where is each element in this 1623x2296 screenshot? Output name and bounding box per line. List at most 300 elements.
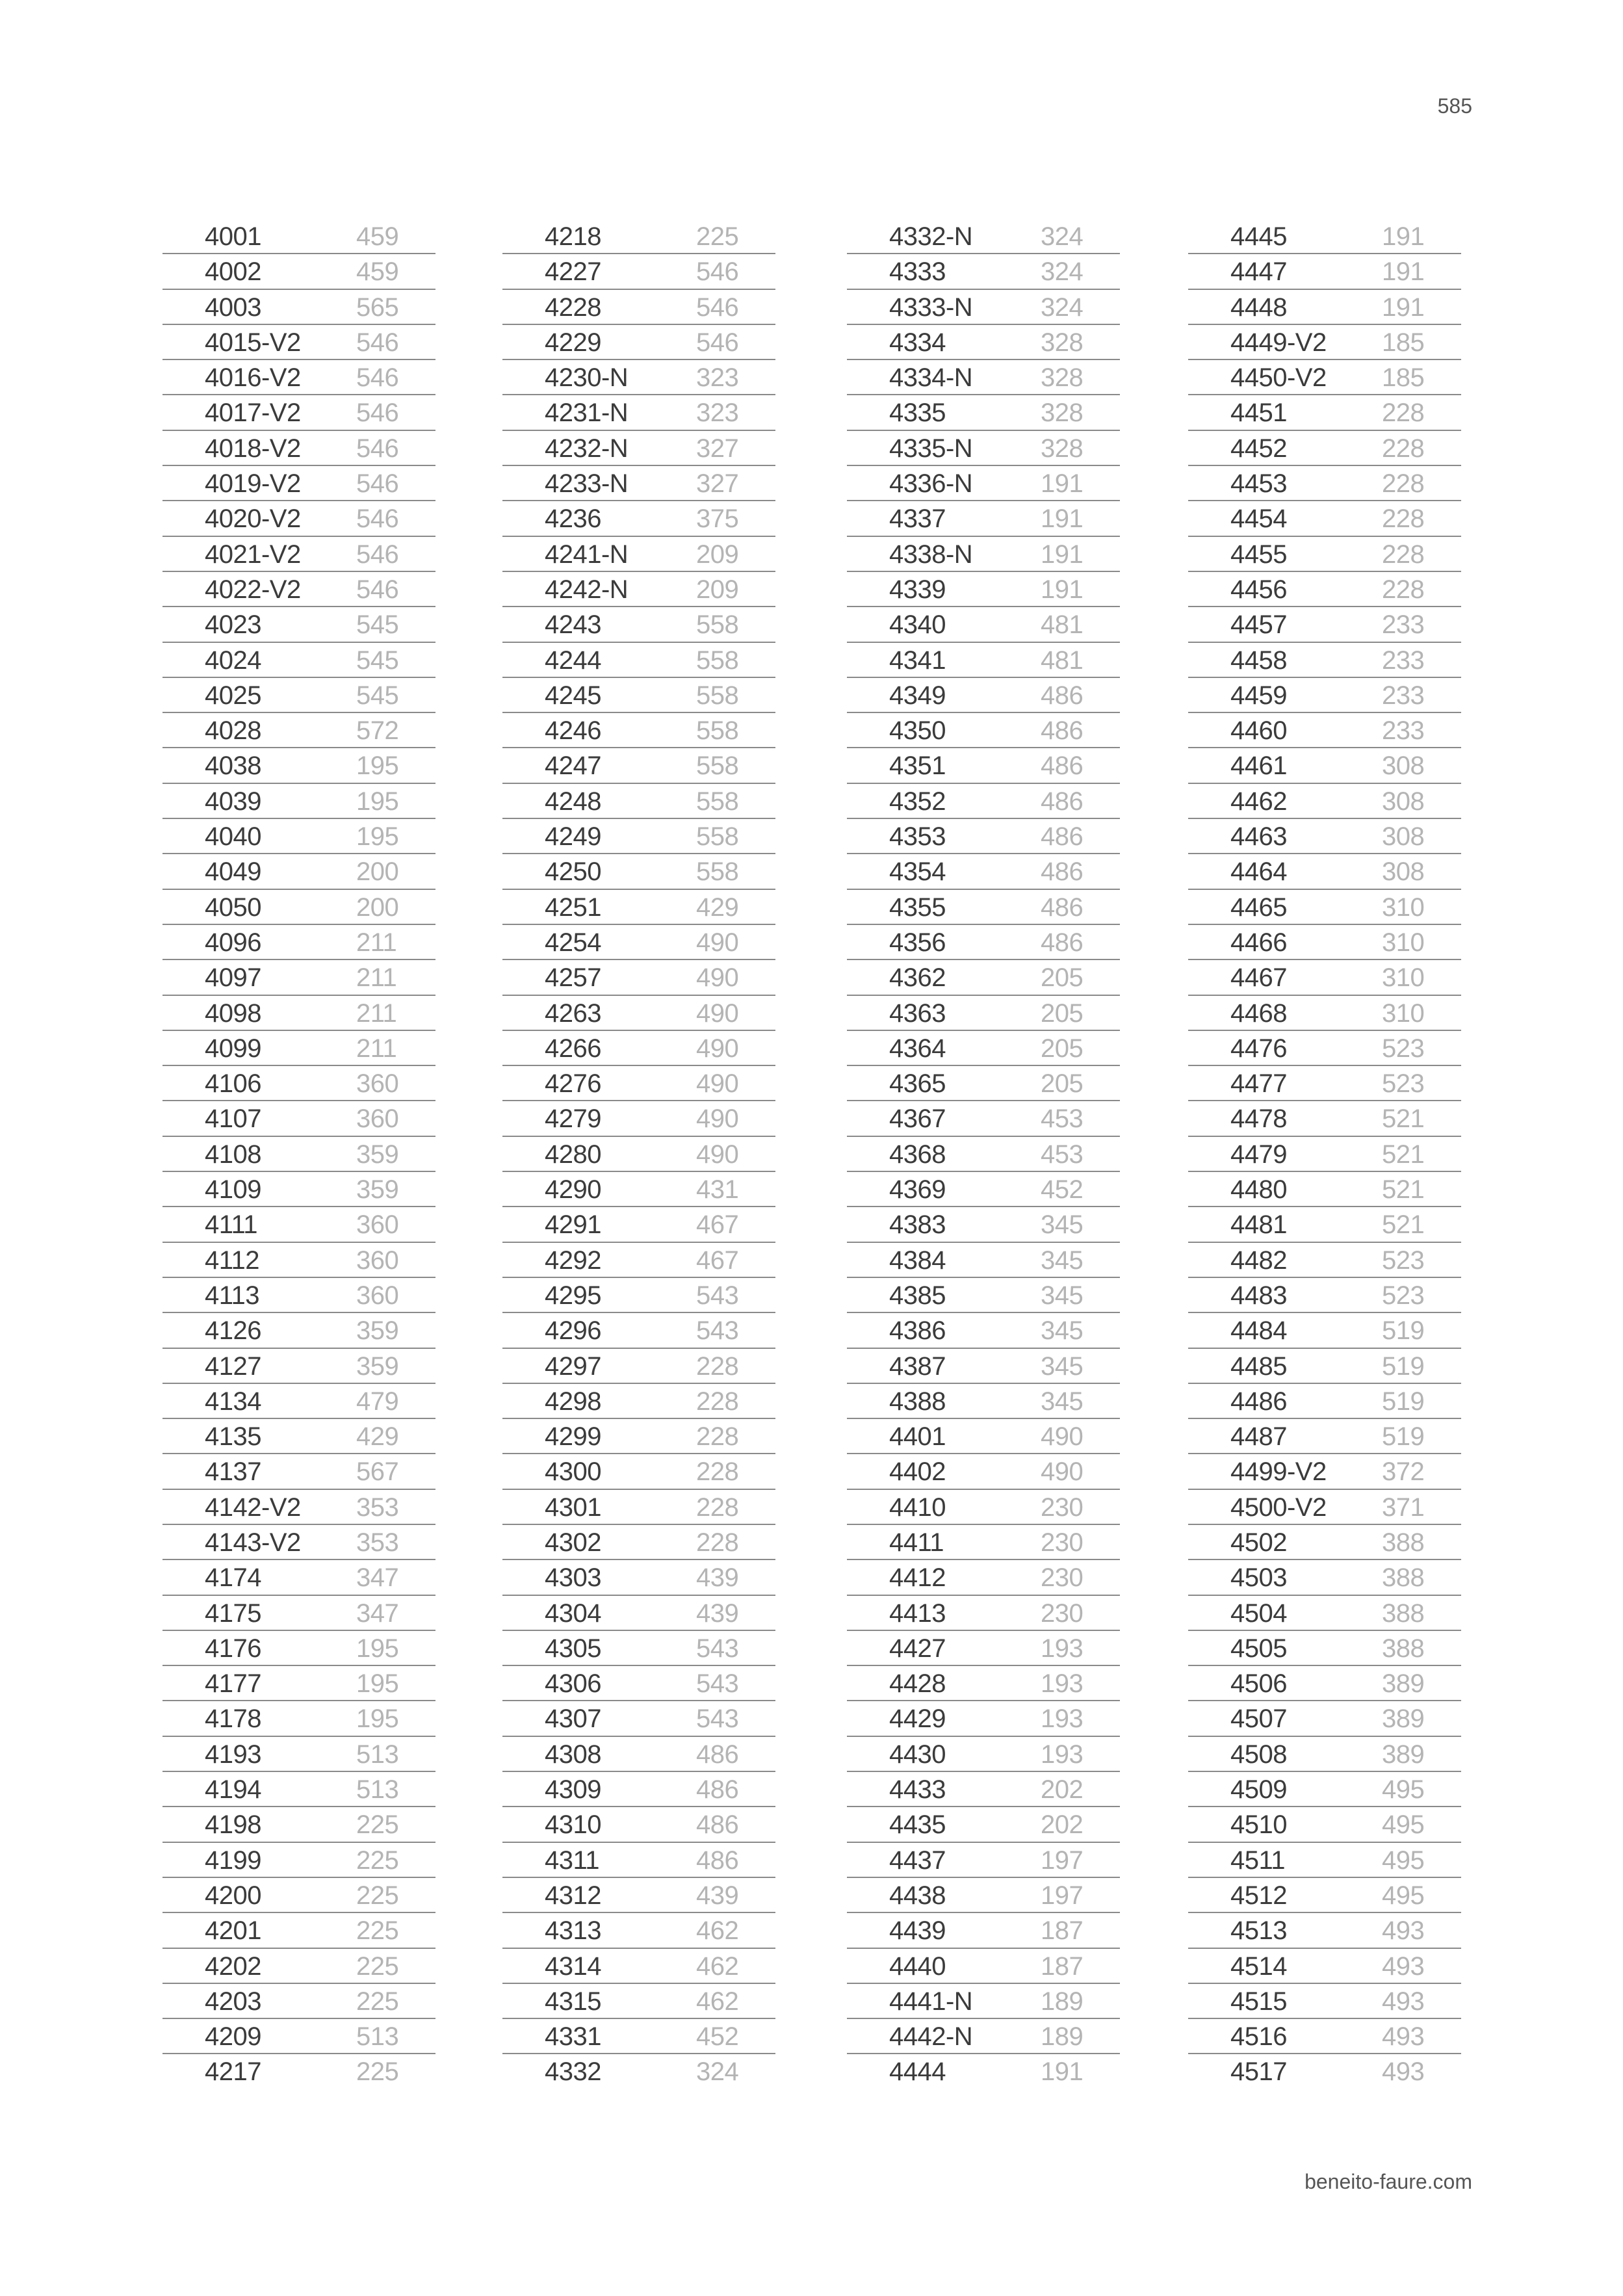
page-reference: 513 (356, 2022, 399, 2052)
page-reference: 545 (356, 681, 399, 710)
index-row (162, 925, 435, 960)
page-reference: 431 (696, 1175, 739, 1205)
product-code: 4511 (1230, 1846, 1286, 1875)
page-reference: 459 (356, 222, 399, 251)
product-code: 4022-V2 (205, 575, 301, 604)
product-code: 4199 (205, 1846, 261, 1875)
product-code: 4039 (205, 787, 261, 816)
index-row (162, 643, 435, 678)
index-row (162, 1384, 435, 1419)
index-row (847, 1207, 1120, 1242)
product-code: 4412 (889, 1563, 946, 1593)
page-reference: 546 (696, 257, 739, 287)
product-code: 4468 (1230, 998, 1287, 1028)
index-row (1188, 290, 1461, 325)
index-row (1188, 1419, 1461, 1454)
index-row (162, 1913, 435, 1948)
product-code: 4297 (545, 1351, 601, 1381)
page-reference: 328 (1041, 363, 1084, 393)
index-row (502, 607, 775, 642)
page-reference: 371 (1382, 1493, 1425, 1522)
product-code: 4507 (1230, 1704, 1287, 1734)
page-reference: 345 (1041, 1246, 1084, 1275)
index-row (502, 819, 775, 854)
index-row (847, 996, 1120, 1031)
product-code: 4464 (1230, 857, 1287, 887)
index-row (847, 1137, 1120, 1172)
product-code: 4481 (1230, 1210, 1287, 1240)
page-reference: 233 (1382, 716, 1425, 746)
product-code: 4193 (205, 1740, 261, 1769)
index-row (847, 890, 1120, 925)
page-reference: 202 (1041, 1775, 1084, 1805)
index-row (502, 1807, 775, 1842)
product-code: 4512 (1230, 1881, 1287, 1910)
product-code: 4411 (889, 1528, 944, 1557)
product-code: 4018-V2 (205, 434, 301, 463)
index-row (502, 1913, 775, 1948)
product-code: 4517 (1230, 2057, 1287, 2087)
page-reference: 558 (696, 822, 739, 852)
index-row (162, 996, 435, 1031)
index-row (1188, 1666, 1461, 1701)
product-code: 4461 (1230, 751, 1287, 781)
product-code: 4455 (1230, 540, 1287, 569)
index-row (1188, 713, 1461, 748)
product-code: 4439 (889, 1916, 946, 1946)
page-reference: 191 (1041, 540, 1084, 569)
product-code: 4508 (1230, 1740, 1287, 1769)
index-row (162, 431, 435, 466)
page-reference: 521 (1382, 1140, 1425, 1169)
product-code: 4351 (889, 751, 946, 781)
index-row (847, 784, 1120, 819)
product-code: 4463 (1230, 822, 1287, 852)
index-row (502, 1631, 775, 1666)
page-reference: 209 (696, 575, 739, 604)
page-reference: 490 (696, 1104, 739, 1134)
index-row (502, 1313, 775, 1348)
product-code: 4254 (545, 928, 601, 957)
page-reference: 486 (696, 1740, 739, 1769)
index-row (847, 1913, 1120, 1948)
page-reference: 359 (356, 1316, 399, 1346)
page-reference: 228 (1382, 398, 1425, 428)
product-code: 4229 (545, 328, 601, 357)
product-code: 4459 (1230, 681, 1287, 710)
product-code: 4038 (205, 751, 261, 781)
index-row (1188, 1701, 1461, 1736)
index-row (162, 1807, 435, 1842)
product-code: 4020-V2 (205, 504, 301, 534)
page-reference: 462 (696, 1951, 739, 1981)
page-reference: 495 (1382, 1775, 1425, 1805)
page-reference: 359 (356, 1140, 399, 1169)
index-row (1188, 431, 1461, 466)
product-code: 4355 (889, 893, 946, 922)
product-code: 4335 (889, 398, 946, 428)
page-reference: 546 (356, 540, 399, 569)
product-code: 4350 (889, 716, 946, 746)
product-code: 4276 (545, 1069, 601, 1099)
index-row (162, 360, 435, 395)
index-row (1188, 1984, 1461, 2019)
page-reference: 228 (1382, 469, 1425, 499)
page-reference: 193 (1041, 1634, 1084, 1663)
product-code: 4109 (205, 1175, 261, 1205)
product-code: 4107 (205, 1104, 261, 1134)
page-reference: 187 (1041, 1916, 1084, 1946)
product-code: 4340 (889, 610, 946, 640)
product-code: 4310 (545, 1810, 601, 1840)
page-reference: 205 (1041, 1034, 1084, 1063)
index-row (847, 678, 1120, 713)
page-reference: 388 (1382, 1528, 1425, 1557)
page-reference: 493 (1382, 2057, 1425, 2087)
product-code: 4427 (889, 1634, 946, 1663)
index-row (502, 1984, 775, 2019)
page-reference: 353 (356, 1493, 399, 1522)
page-reference: 324 (1041, 293, 1084, 322)
page-reference: 205 (1041, 998, 1084, 1028)
page-reference: 202 (1041, 1810, 1084, 1840)
index-row (847, 1560, 1120, 1595)
product-code: 4135 (205, 1422, 261, 1452)
index-row (162, 1313, 435, 1348)
product-code: 4339 (889, 575, 946, 604)
index-row (162, 1137, 435, 1172)
index-row (502, 1419, 775, 1454)
page-reference: 233 (1382, 681, 1425, 710)
product-code: 4456 (1230, 575, 1287, 604)
page-reference: 572 (356, 716, 399, 746)
page-reference: 189 (1041, 2022, 1084, 2052)
index-row (847, 1172, 1120, 1207)
index-row (847, 1878, 1120, 1913)
page-reference: 225 (696, 222, 739, 251)
page-reference: 372 (1382, 1457, 1425, 1487)
product-code: 4178 (205, 1704, 261, 1734)
index-row (847, 290, 1120, 325)
index-column-4 (1188, 219, 1461, 2090)
product-code: 4301 (545, 1493, 601, 1522)
page-reference: 327 (696, 434, 739, 463)
product-code: 4449-V2 (1230, 328, 1327, 357)
product-code: 4250 (545, 857, 601, 887)
page-reference: 486 (1041, 893, 1084, 922)
page-reference: 193 (1041, 1704, 1084, 1734)
page-reference: 546 (356, 363, 399, 393)
product-code: 4349 (889, 681, 946, 710)
index-row (502, 1278, 775, 1313)
index-row (847, 537, 1120, 572)
index-row (847, 1666, 1120, 1701)
product-code: 4484 (1230, 1316, 1287, 1346)
product-code: 4383 (889, 1210, 946, 1240)
index-row (502, 1560, 775, 1595)
product-code: 4108 (205, 1140, 261, 1169)
index-row (162, 1772, 435, 1807)
index-row (162, 1101, 435, 1136)
product-code: 4292 (545, 1246, 601, 1275)
index-row (847, 572, 1120, 607)
product-code: 4295 (545, 1281, 601, 1310)
product-code: 4441-N (889, 1987, 973, 2016)
product-code: 4453 (1230, 469, 1287, 499)
page-reference: 462 (696, 1916, 739, 1946)
page-reference: 191 (1382, 222, 1425, 251)
product-code: 4049 (205, 857, 261, 887)
index-row (502, 1207, 775, 1242)
product-code: 4232-N (545, 434, 629, 463)
index-row (502, 1666, 775, 1701)
index-row (502, 1525, 775, 1560)
index-row (1188, 395, 1461, 430)
product-code: 4246 (545, 716, 601, 746)
product-code: 4099 (205, 1034, 261, 1063)
product-code: 4438 (889, 1881, 946, 1910)
index-row (502, 254, 775, 289)
product-code: 4236 (545, 504, 601, 534)
page-reference: 521 (1382, 1175, 1425, 1205)
page-reference: 490 (696, 928, 739, 957)
page-reference: 191 (1041, 469, 1084, 499)
index-row (502, 466, 775, 501)
index-row (1188, 1560, 1461, 1595)
page-reference: 185 (1382, 328, 1425, 357)
product-code: 4257 (545, 963, 601, 993)
page-reference: 490 (696, 998, 739, 1028)
page-reference: 545 (356, 610, 399, 640)
product-code: 4112 (205, 1246, 260, 1275)
index-row (1188, 996, 1461, 1031)
page-reference: 486 (1041, 857, 1084, 887)
product-code: 4500-V2 (1230, 1493, 1327, 1522)
product-code: 4506 (1230, 1669, 1287, 1699)
index-row (1188, 1631, 1461, 1666)
index-row (847, 1701, 1120, 1736)
page-reference: 493 (1382, 2022, 1425, 2052)
product-code: 4387 (889, 1351, 946, 1381)
product-code: 4209 (205, 2022, 261, 2052)
page-reference: 546 (356, 398, 399, 428)
product-code: 4428 (889, 1669, 946, 1699)
product-code: 4337 (889, 504, 946, 534)
page-reference: 479 (356, 1387, 399, 1416)
product-code: 4304 (545, 1598, 601, 1628)
page-reference: 543 (696, 1634, 739, 1663)
index-row (502, 1737, 775, 1772)
index-row (847, 1631, 1120, 1666)
index-row (1188, 1772, 1461, 1807)
page-reference: 389 (1382, 1704, 1425, 1734)
index-row (847, 748, 1120, 783)
index-row (847, 466, 1120, 501)
index-row (162, 819, 435, 854)
product-code: 4451 (1230, 398, 1287, 428)
product-code: 4467 (1230, 963, 1287, 993)
page-reference: 462 (696, 1987, 739, 2016)
page-reference: 439 (696, 1881, 739, 1910)
page-reference: 543 (696, 1704, 739, 1734)
product-code: 4028 (205, 716, 261, 746)
index-row (847, 1843, 1120, 1878)
product-code: 4098 (205, 998, 261, 1028)
product-code: 4477 (1230, 1069, 1287, 1099)
product-code: 4174 (205, 1563, 261, 1593)
page-reference: 493 (1382, 1951, 1425, 1981)
index-row (502, 1031, 775, 1066)
product-code: 4228 (545, 293, 601, 322)
index-row (162, 1278, 435, 1313)
page-reference: 205 (1041, 963, 1084, 993)
index-row (1188, 254, 1461, 289)
index-row (162, 607, 435, 642)
index-row (1188, 2019, 1461, 2054)
product-code: 4480 (1230, 1175, 1287, 1205)
page-reference: 467 (696, 1246, 739, 1275)
product-code: 4143-V2 (205, 1528, 301, 1557)
page-reference: 211 (356, 1034, 397, 1063)
index-row (847, 395, 1120, 430)
page-reference: 228 (1382, 504, 1425, 534)
index-row (1188, 1101, 1461, 1136)
page-reference: 558 (696, 681, 739, 710)
product-code: 4413 (889, 1598, 946, 1628)
index-row (1188, 607, 1461, 642)
page-reference: 324 (1041, 257, 1084, 287)
product-code: 4137 (205, 1457, 261, 1487)
product-code: 4300 (545, 1457, 601, 1487)
product-code: 4510 (1230, 1810, 1287, 1840)
index-row (847, 1349, 1120, 1384)
page-reference: 493 (1382, 1987, 1425, 2016)
index-row (162, 537, 435, 572)
index-row (162, 1172, 435, 1207)
page-reference: 225 (356, 1987, 399, 2016)
product-code: 4386 (889, 1316, 946, 1346)
page-reference: 225 (356, 1916, 399, 1946)
page-reference: 353 (356, 1528, 399, 1557)
index-row (502, 1137, 775, 1172)
index-row (1188, 1384, 1461, 1419)
index-row (162, 1066, 435, 1101)
page-reference: 495 (1382, 1846, 1425, 1875)
product-code: 4019-V2 (205, 469, 301, 499)
page-reference: 486 (696, 1810, 739, 1840)
page-reference: 310 (1382, 893, 1425, 922)
page-reference: 323 (696, 398, 739, 428)
page-reference: 493 (1382, 1916, 1425, 1946)
index-row (162, 854, 435, 889)
page-reference: 189 (1041, 1987, 1084, 2016)
page-reference: 519 (1382, 1422, 1425, 1452)
page-reference: 228 (696, 1422, 739, 1452)
page-reference: 225 (356, 1951, 399, 1981)
index-row (1188, 784, 1461, 819)
page-reference: 486 (1041, 822, 1084, 852)
page-reference: 345 (1041, 1351, 1084, 1381)
index-row (847, 1278, 1120, 1313)
product-code: 4479 (1230, 1140, 1287, 1169)
page-reference: 565 (356, 293, 399, 322)
page-reference: 481 (1041, 646, 1084, 675)
index-row (847, 1419, 1120, 1454)
page-reference: 495 (1382, 1881, 1425, 1910)
product-code: 4194 (205, 1775, 261, 1805)
product-code: 4460 (1230, 716, 1287, 746)
index-row (1188, 1807, 1461, 1842)
index-row (847, 1313, 1120, 1348)
product-code: 4175 (205, 1598, 261, 1628)
product-code: 4200 (205, 1881, 261, 1910)
page-reference: 558 (696, 857, 739, 887)
product-code: 4002 (205, 257, 261, 287)
page-reference: 360 (356, 1104, 399, 1134)
product-code: 4021-V2 (205, 540, 301, 569)
product-code: 4483 (1230, 1281, 1287, 1310)
product-code: 4127 (205, 1351, 261, 1381)
index-row (502, 2019, 775, 2054)
product-code: 4303 (545, 1563, 601, 1593)
index-row (1188, 1031, 1461, 1066)
product-code: 4356 (889, 928, 946, 957)
page-reference: 228 (696, 1493, 739, 1522)
page-reference: 360 (356, 1246, 399, 1275)
product-code: 4354 (889, 857, 946, 887)
product-code: 4306 (545, 1669, 601, 1699)
index-row (1188, 1949, 1461, 1984)
product-code: 4298 (545, 1387, 601, 1416)
index-row (502, 1243, 775, 1278)
index-row (162, 1737, 435, 1772)
index-row (847, 1384, 1120, 1419)
index-row (1188, 1313, 1461, 1348)
product-code: 4227 (545, 257, 601, 287)
index-row (847, 1243, 1120, 1278)
page-reference: 195 (356, 751, 399, 781)
page-reference: 360 (356, 1210, 399, 1240)
page-reference: 328 (1041, 328, 1084, 357)
page-reference: 486 (1041, 787, 1084, 816)
index-row (162, 325, 435, 360)
index-row (162, 254, 435, 289)
product-code: 4505 (1230, 1634, 1287, 1663)
page-reference: 328 (1041, 434, 1084, 463)
index-row (1188, 1525, 1461, 1560)
page-number: 585 (1437, 94, 1472, 118)
index-row (502, 537, 775, 572)
page-reference: 389 (1382, 1740, 1425, 1769)
page-reference: 324 (1041, 222, 1084, 251)
index-row (1188, 1278, 1461, 1313)
product-code: 4296 (545, 1316, 601, 1346)
product-code: 4198 (205, 1810, 261, 1840)
product-code: 4230-N (545, 363, 629, 393)
page-reference: 558 (696, 716, 739, 746)
product-code: 4363 (889, 998, 946, 1028)
page-reference: 490 (696, 963, 739, 993)
product-code: 4384 (889, 1246, 946, 1275)
page-reference: 545 (356, 646, 399, 675)
index-row (502, 325, 775, 360)
page-reference: 452 (696, 2022, 739, 2052)
index-row (162, 1701, 435, 1736)
index-row (162, 2019, 435, 2054)
page-reference: 486 (696, 1775, 739, 1805)
footer-url: beneito-faure.com (1305, 2170, 1472, 2193)
index-row (162, 1454, 435, 1489)
